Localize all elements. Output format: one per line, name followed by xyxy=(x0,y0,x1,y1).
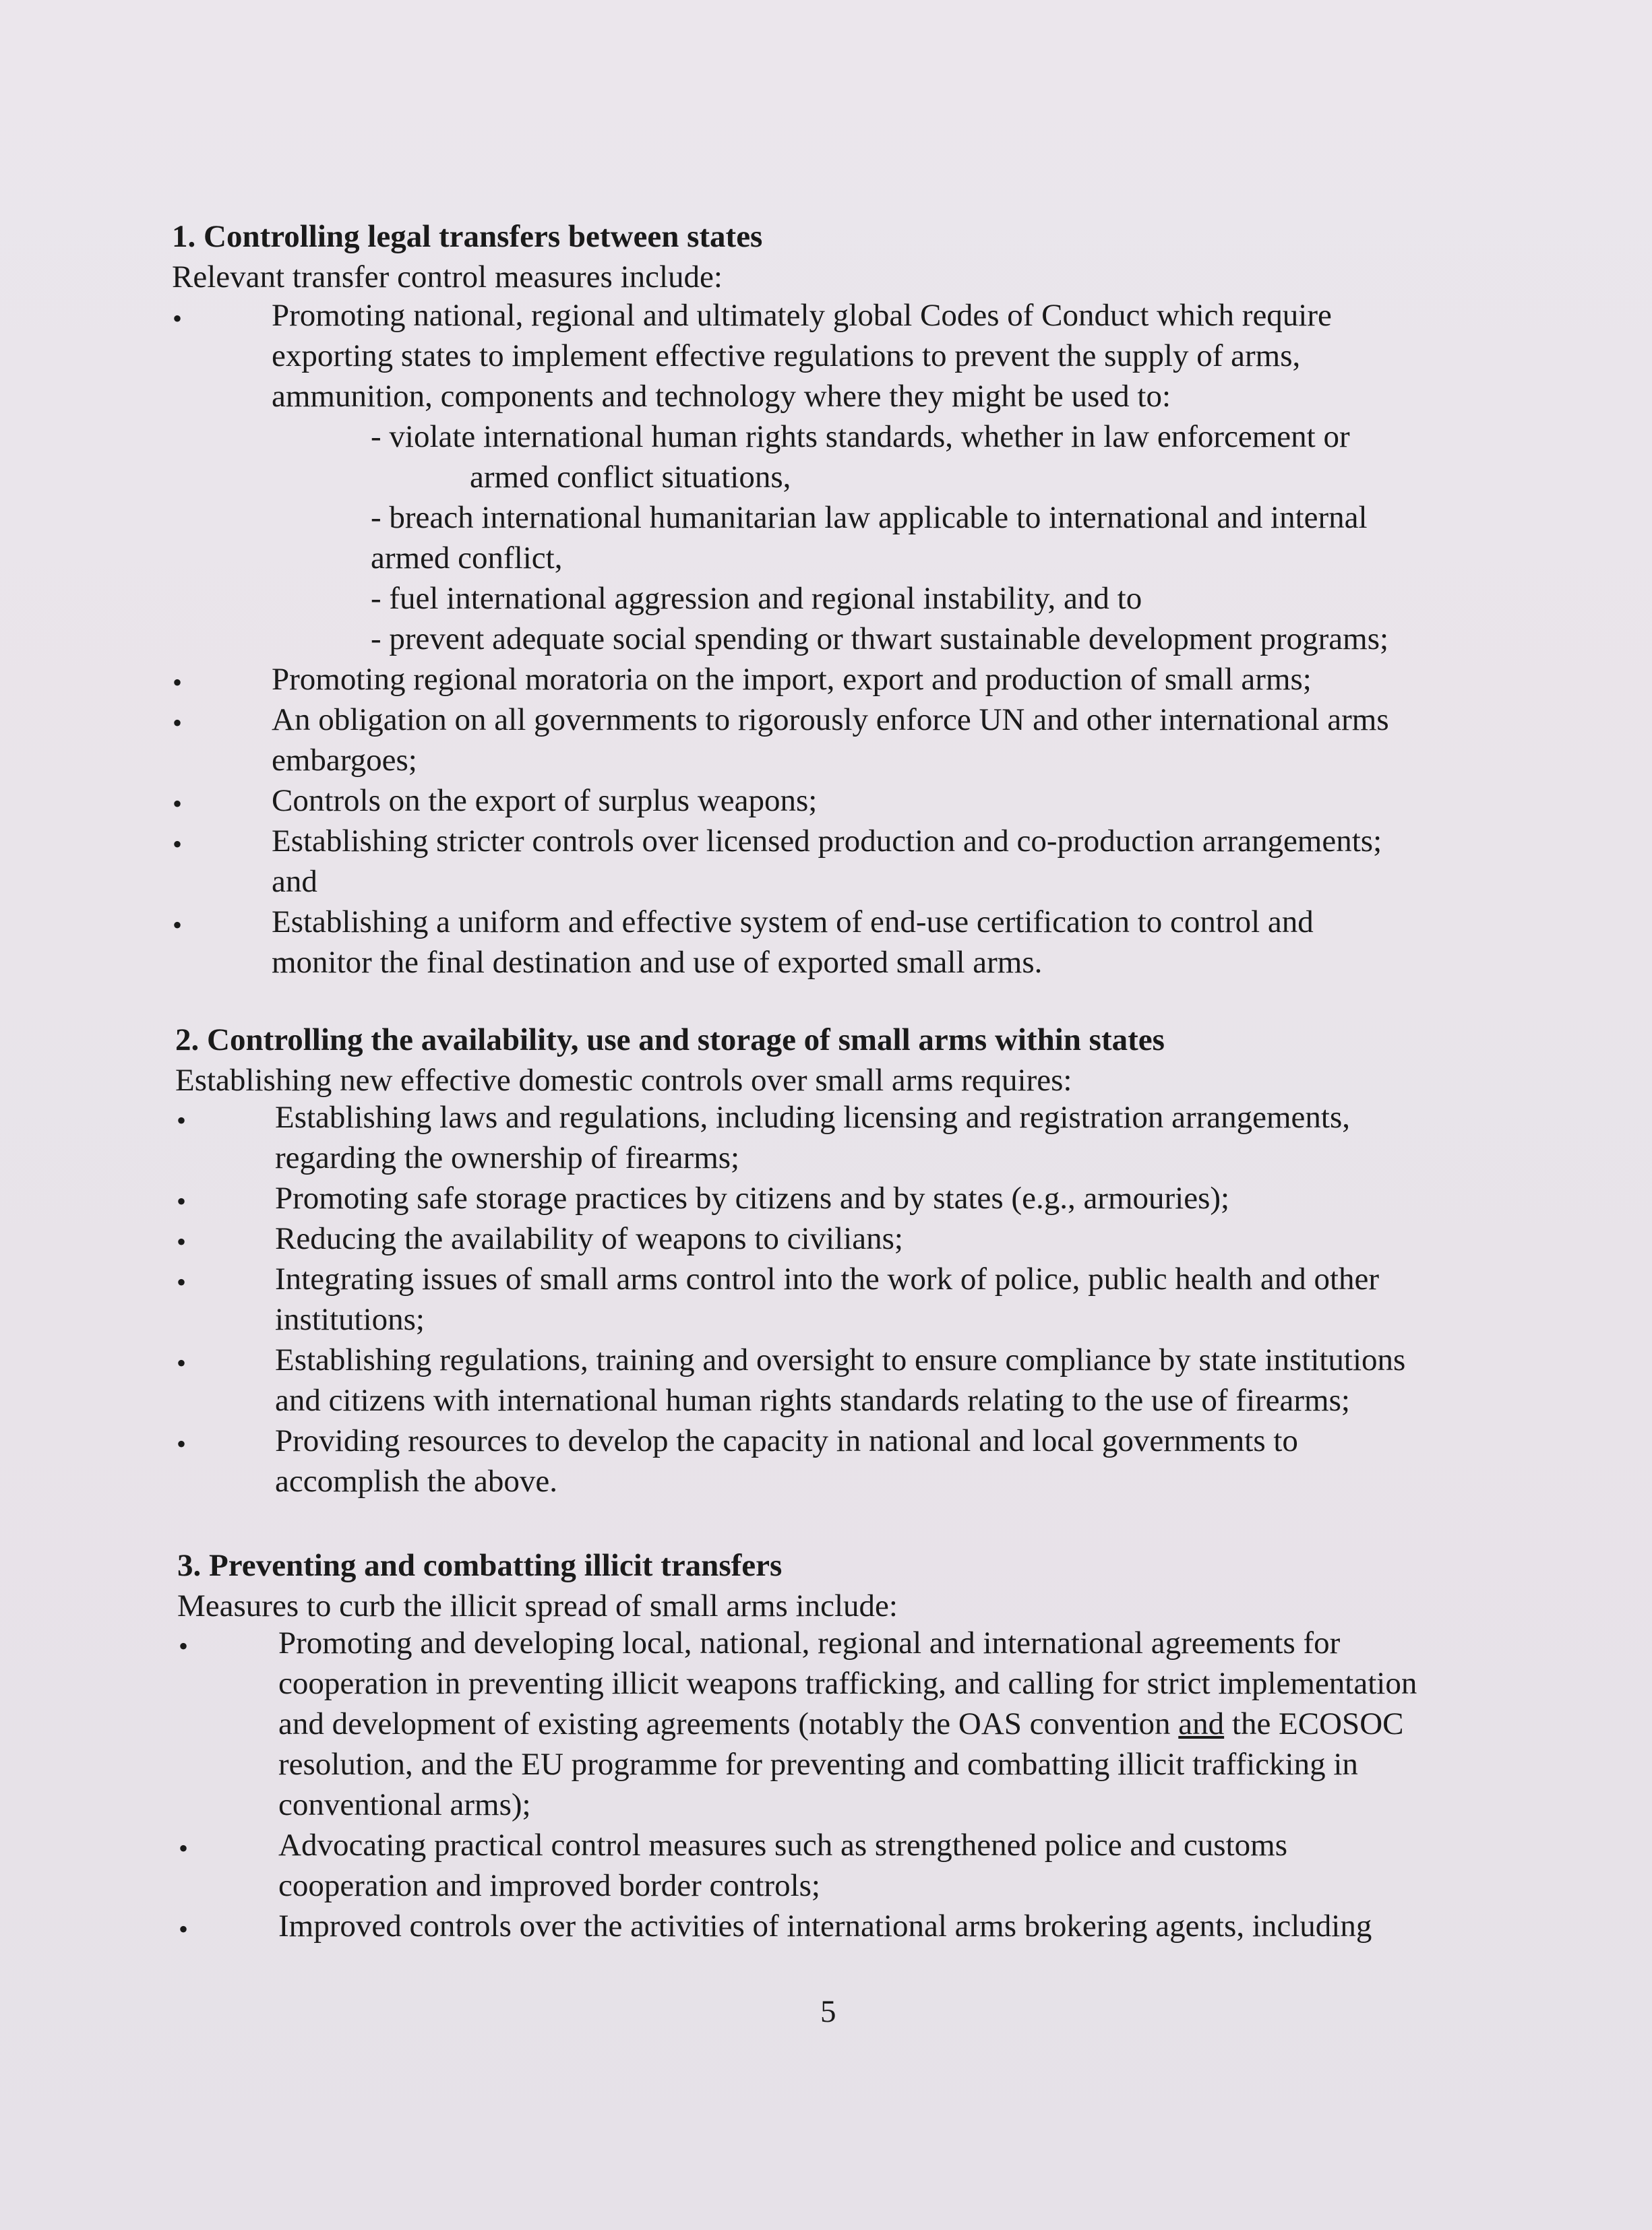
bullet-text: and xyxy=(272,864,317,899)
page-number: 5 xyxy=(820,1994,836,2029)
bullet-text: Integrating issues of small arms control into the work of police, public health and other xyxy=(275,1262,1380,1297)
bullet-text: Establishing regulations, training and oversight to ensure compliance by state institutions xyxy=(275,1342,1406,1377)
bullet-text: and citizens with international human rights standards relating to the use of firearms; xyxy=(275,1383,1350,1418)
bullet-text-part: and development of existing agreements (notably the OAS convention xyxy=(278,1706,1179,1741)
section-intro: Measures to curb the illicit spread of small arms include: xyxy=(177,1588,898,1623)
bullet-marker: • xyxy=(173,303,183,334)
bullet-text: regarding the ownership of firearms; xyxy=(275,1140,740,1175)
section-heading: 2. Controlling the availability, use and storage of small arms within states xyxy=(175,1022,1165,1057)
bullet-marker: • xyxy=(179,1914,189,1944)
bullet-text: An obligation on all governments to rigorously enforce UN and other international arms xyxy=(272,702,1389,737)
bullet-text: accomplish the above. xyxy=(275,1464,557,1499)
bullet-text: embargoes; xyxy=(272,743,417,778)
bullet-marker: • xyxy=(173,667,183,698)
bullet-text: Establishing laws and regulations, including licensing and registration arrangements, xyxy=(275,1100,1351,1135)
bullet-marker: • xyxy=(173,708,183,738)
bullet-text: Promoting regional moratoria on the import, export and production of small arms; xyxy=(272,662,1312,697)
bullet-marker: • xyxy=(173,910,183,940)
sub-item-text: - fuel international aggression and regional instability, and to xyxy=(371,581,1142,616)
bullet-marker: • xyxy=(177,1105,187,1136)
bullet-text: Promoting national, regional and ultimately global Codes of Conduct which require xyxy=(272,298,1332,333)
bullet-text: institutions; xyxy=(275,1302,425,1337)
bullet-text: monitor the final destination and use of exported small arms. xyxy=(272,945,1043,980)
bullet-marker: • xyxy=(173,829,183,859)
bullet-text: Reducing the availability of weapons to civilians; xyxy=(275,1221,903,1256)
bullet-marker: • xyxy=(177,1186,187,1216)
bullet-text: Promoting safe storage practices by citizens and by states (e.g., armouries); xyxy=(275,1181,1230,1216)
bullet-text: resolution, and the EU programme for preventing and combatting illicit trafficking in xyxy=(278,1747,1358,1782)
bullet-text: cooperation and improved border controls; xyxy=(278,1868,820,1903)
bullet-marker: • xyxy=(177,1227,187,1257)
section-heading: 1. Controlling legal transfers between states xyxy=(172,219,763,254)
bullet-text: Advocating practical control measures such as strengthened police and customs xyxy=(278,1828,1288,1863)
sub-item-text: - breach international humanitarian law applicable to international and internal xyxy=(371,500,1368,535)
bullet-text-underlined-line xyxy=(278,1704,1404,1744)
bullet-marker: • xyxy=(179,1631,189,1661)
bullet-text: exporting states to implement effective regulations to prevent the supply of arms, xyxy=(272,338,1301,373)
bullet-text: Providing resources to develop the capacity in national and local governments to xyxy=(275,1423,1298,1458)
bullet-text-part: the ECOSOC xyxy=(1224,1706,1404,1741)
bullet-text: Controls on the export of surplus weapons; xyxy=(272,783,818,818)
bullet-marker: • xyxy=(177,1267,187,1297)
bullet-text: cooperation in preventing illicit weapons trafficking, and calling for strict implementation xyxy=(278,1666,1417,1701)
underlined-word: and xyxy=(1178,1706,1225,1741)
bullet-text: Improved controls over the activities of international arms brokering agents, including xyxy=(278,1909,1372,1944)
bullet-marker: • xyxy=(177,1429,187,1459)
bullet-text: conventional arms); xyxy=(278,1787,531,1822)
bullet-marker: • xyxy=(177,1348,187,1378)
bullet-text: ammunition, components and technology where they might be used to: xyxy=(272,379,1171,414)
section-heading: 3. Preventing and combatting illicit transfers xyxy=(177,1548,783,1583)
sub-item-text: - prevent adequate social spending or thwart sustainable development programs; xyxy=(371,621,1389,656)
bullet-marker: • xyxy=(173,788,183,819)
bullet-text: Establishing stricter controls over licensed production and co-production arrangements; xyxy=(272,824,1382,859)
bullet-text: Promoting and developing local, national, regional and international agreements for xyxy=(278,1625,1341,1661)
section-intro: Establishing new effective domestic controls over small arms requires: xyxy=(175,1063,1072,1098)
sub-item-text: armed conflict situations, xyxy=(470,460,791,495)
sub-item-text: - violate international human rights standards, whether in law enforcement or xyxy=(371,419,1350,454)
bullet-text: Establishing a uniform and effective system of end-use certification to control and xyxy=(272,904,1314,939)
section-intro: Relevant transfer control measures include: xyxy=(172,259,723,295)
sub-item-text: armed conflict, xyxy=(371,540,563,576)
bullet-marker: • xyxy=(179,1833,189,1863)
